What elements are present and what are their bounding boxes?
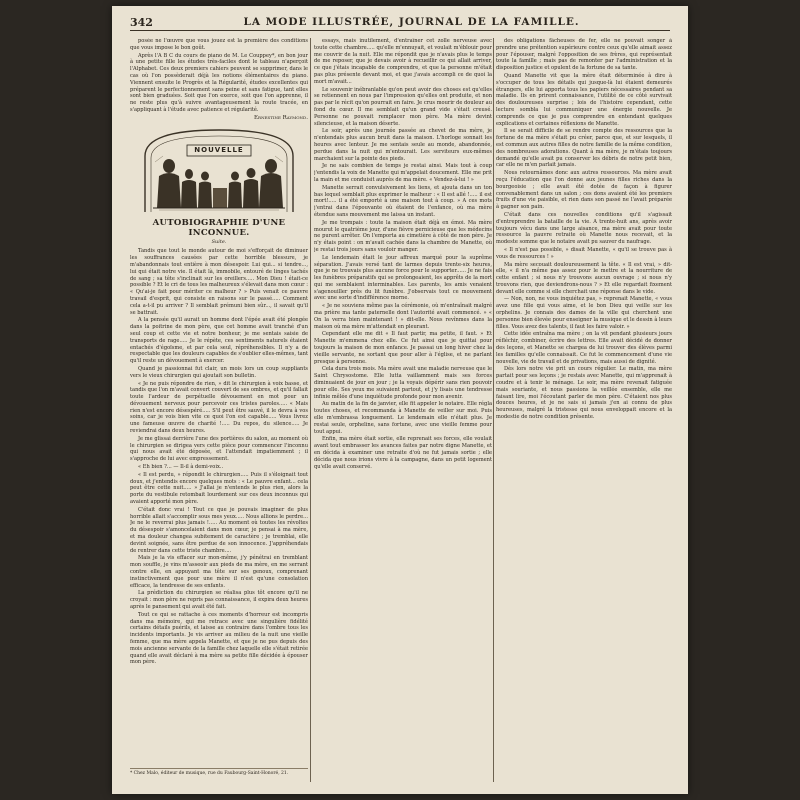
- paragraph: Le souvenir inébranlable qu'on peut avoir des choses est qu'elles se retiennent en nous par l'impression qu'elles ont produite, et non pas par le récit qu'on pourrait en faire. Je crus mourir de douleur au fond du cœur. Il me semblait qu'un grand vide s'était creusé. Personne ne pouvait remplacer mon père. Ma mère devint silencieuse, et la maison déserte.: [314, 86, 492, 127]
- paragraph: Il se serait difficile de se rendre compte des ressources que la fortune de ma mère s'était pu créer, parce que, et sur lesquels, il est commun aux autres filles de notre famille de la même condition, des nombreuses adorations. Quant à ma mère, je m'étais toujours demandé qu'elle avait pu conserver les débris de notre petit bien, car elle ne m'en parlait jamais.: [496, 128, 672, 169]
- engraving-label: NOUVELLE: [194, 145, 244, 154]
- paragraph: Tandis que tout le monde autour de moi s'efforçait de diminuer les souffrances causées par cette horrible blessure, je m'abandonnais tout entière à mon désespoir. Lui qui... si tendre..., lui qui était notre vie. Il était là, immobile, entouré de linges tachés de sang ; sa tête s'inclinait sur les oreillers..... Mon Dieu ! était-ce possible ? Et le cri de tous les malheureux s'élevait dans mon cœur : « Qu'ai-je fait pour mériter ce malheur ? » Puis venait ce pauvre travail d'esprit, qui consiste en raisons sur le passé..... Comment cela a-t-il pu arriver ? Il semblait prémuni bien sûr..., il savait qu'il se battrait.: [130, 248, 308, 316]
- author-signature: Ernestine Raymond.: [254, 114, 308, 121]
- paragraph: Le lendemain était le jour affreux marqué pour la suprême séparation. J'avais versé tant de larmes depuis trente-six heures, que je ne trouvais plus aucune force pour le supporter...... Je ne fais les funèbres préparatifs qui se prolongeaient, les apprêts de la mort qui me semblaient interminables. Les parents, les amis venaient s'agenouiller près du lit funèbre. J'observais tout ce mouvement avec une sorte d'indifférence morne.: [314, 254, 492, 302]
- paragraph: Manette serrait convulsivement les liens, et ajouta dans un ton bas lequel semblait plus exprimer le malheur : « Il est allé !..... il est mort!..... il a été emporté à une maison tout à coup. » A ces mots j'entrai dans l'épouvante où étaient de l'enfance, où ma mère étendue sans mouvement me laissa un instant.: [314, 184, 492, 218]
- paragraph: essays, mais inutilement, d'entraîner cet zolle nerveuse avec toute cette chambre..... qu'elle m'ennuyait, et voulait m'éblouir pour me couvrir de la nuit. Elle me répondit que je n'avais plus le temps de me reposer, que je devais avoir à recueillir ce qui allait arriver, ce que j'étais incapable de comprendre, et que la personne m'était pas plus présente devant moi, et que j'avais accompli ce de quoi la mort m'avait...: [314, 38, 492, 85]
- story-title: AUTOBIOGRAPHIE D'UNE INCONNUE.: [152, 217, 286, 238]
- paragraph: Je ne sais combien de temps je restai ainsi. Mais tout à coup j'entendis la voix de Manette qui m'appelait doucement. Elle me prit la main et me conduisit auprès de ma mère. « Vendez-à-lui ! »: [314, 163, 492, 183]
- paragraph: Enfin, ma mère était sortie, elle reprenait ses forces, elle voulait avant tout embrasser les avances faites par notre digne Manette, et en décida à examiner une retraite d'où ne fut jamais sortie ; elle décida que nous irions vivre à la campagne, dans un petit logement qu'elle avait conservé.: [314, 436, 492, 470]
- paragraph: Au matin de la fin de janvier, elle fit appeler le notaire. Elle régla toutes choses, et recommanda à Manette de veiller sur moi. Puis elle m'embrassa longuement. Le lendemain elle n'était plus. Je restai seule, orpheline, sans fortune, avec une vieille femme pour tout appui.: [314, 401, 492, 435]
- paragraph: C'était dans ces nouvelles conditions qu'il s'agissait d'entreprendre la bataille de la vie. A trente-huit ans, après avoir toujours vécu dans une large aisance, ma mère avait pour toute ressource la pauvre retraite où Manette nous recevait, et la modeste somme que le notaire avait pu sauver du naufrage.: [496, 211, 672, 246]
- column-3: [496, 38, 672, 782]
- paragraph: « Je ne souviens même pas la cérémonie, où m'entraînait malgré ma prière ma tante paternelle dont l'autorité avait commencé. » « On la verra bien maintenant ! » dit-elle. Nous revînmes dans la maison où ma mère m'attendait en pleurant.: [314, 303, 492, 330]
- paragraph: C'était donc vrai ! Tout ce que je pouvais imaginer de plus horrible allait s'accomplir sous mes yeux..... Nous allions le perdre... Je ne le reverrai plus jamais !..... Au moment où toutes les révoltes du désespoir s'amoncelaient dans mon cœur, je pensai à ma mère, et ma douleur changea subitement de caractère ; je tremblai, elle devint soignée, sans être perdue de son innocence. J'appréhendais de rentrer dans cette triste chambre....: [130, 506, 308, 554]
- paragraph: Nous retournâmes donc aux autres ressources. Ma mère avait reçu l'éducation que l'on donne aux jeunes filles riches dans la bourgeoisie ; elle avait été dotée de façon à figurer convenablement dans un salon ; ces dons avaient été les premiers fruits d'une vie paisible, et rien dans son passé ne l'avait préparée à gagner son pain.: [496, 170, 672, 211]
- column-2: [314, 38, 492, 782]
- paragraph: Je me trompais : toute la maison était déjà en émoi. Ma mère mourut le quatrième jour, d'une fièvre pernicieuse que les médecins ne purent arrêter. On l'emporta au cimetière à côté de mon père. Je n'y étais point : on m'avait cachée dans la chambre de Manette, où je restai trois jours sans vouloir manger.: [314, 219, 492, 253]
- paragraph: Cette idée entraîna ma mère ; on la vit pendant plusieurs jours réfléchir, combiner, écrire des lettres. Elle avait décidé de donner des leçons, et Manette se chargea de lui trouver des élèves parmi les familles qu'elle connaissait. Ce fut le commencement d'une vie nouvelle, vie de travail et de privations, mais aussi de dignité.: [496, 331, 672, 365]
- column-1: [130, 38, 308, 782]
- column-rule: [310, 38, 311, 782]
- paragraph: « Il est perdu, » répondit le chirurgien..... Puis il s'éloignait tout doux, et j'entendis encore quelques mots : « Le pauvre enfant... cela peut être cette nuit..... » J'allai je n'entends le plus rien, alors la porte du vestibule retombait lourdement sur ces deux inconnus qui avaient apporté mon père.: [130, 471, 308, 506]
- story-subtitle: Suite.: [211, 238, 227, 245]
- journal-title: LA MODE ILLUSTRÉE, JOURNAL DE LA FAMILLE.: [243, 16, 580, 28]
- footnote: * Chez Malo, éditeur de musique, rue du Faubourg-Saint-Honoré, 21.: [130, 768, 308, 778]
- paragraph: Je me glissai derrière l'une des portières du salon, au moment où le chirurgien se dirigea vers cette pièce pour commencer l'inconnu qui nous avait été déposée, et l'attendait impatiemment ; il s'approche de lui avec empressement.: [130, 435, 308, 463]
- paragraph: Le soir, après une journée passée au chevet de ma mère, je n'entendais plus aucun bruit dans la maison. L'horloge sonnait les heures avec lenteur. Je me sentais seule au monde, abandonnée, perdue dans la nuit qui m'entourait. Les serviteurs eux-mêmes marchaient sur la pointe des pieds.: [314, 128, 492, 162]
- engraving-illustration: [139, 126, 299, 212]
- newspaper-page: [112, 6, 688, 794]
- paragraph: « Il n'est pas possible, » disait Manette, « qu'il se trouve pas à vous de ressources ! »: [496, 246, 672, 260]
- paragraph: Dès lors notre vie prit un cours régulier. Le matin, ma mère partait pour ses leçons ; je restais avec Manette, qui m'apprenait à coudre et à tenir le ménage. Le soir, ma mère revenait fatiguée mais souriante, et nous passions la veillée ensemble, elle me faisant lire, moi l'écoutant parler de mon père. C'étaient nos plus douces heures, et je ne sais si jamais j'en ai connu de plus heureuses, malgré la tristesse qui nous enveloppait encore et la modestie de notre condition présente.: [496, 366, 672, 421]
- column-rule: [493, 38, 494, 782]
- paragraph: « Eh bien ?... — Il-il à demi-voix..: [138, 464, 224, 471]
- nouvelle-engraving: [139, 126, 299, 212]
- paragraph: Cela dura trois mois. Ma mère avait une maladie nerveuse que le Saint Chrysostome. Elle lutta vaillamment mais ses forces diminuaient de jour en jour ; je la voyais dépérir sans rien pouvoir pour elle. Ses yeux me suivaient partout, et j'y lisais une tendresse infinie mêlée d'une inquiétude profonde pour mon avenir.: [314, 366, 492, 400]
- paragraph: Mais je la vis effacer sur mon-même, j'y pénétrai en tremblant mon souffle, je vins m'asseoir aux pieds de ma mère, en me serrant contre elle, en appuyant ma tête sur ses genoux, comprenant instinctivement que pour une mère il n'est qu'une consolation efficace, la tendresse de ses enfants.: [130, 555, 308, 589]
- paragraph: Tout ce qui se rattache à ces moments d'horreur est incompris dans ma mémoire, qui me retrace avec une singulière fidélité certains détails puérils, et laisse au contraire dans l'ombre tous les incidents importants. Je vis arriver au milieu de la nuit une vieille femme, que ma mère appela Manette, et que je ne pus depuis des mois ancienne servante de la famille chez laquelle elle s'était retirée quand elle avait déclaré à ma mère sa petite fille décidée à épouser mon père.: [130, 611, 308, 666]
- paragraph: La prédiction du chirurgien se réalisa plus tôt encore qu'il ne croyait : mon père ne repris pas connaissance, il expira deux heures après le pansement qui avait été fait.: [130, 590, 308, 610]
- paragraph: — Non, non, ne vous inquiétez pas, » reprenait Manette, « vous avez une fille qui vous aime, et le bon Dieu qui veille sur les orphelins. Je connais des dames de la ville qui cherchent une personne bien élevée pour enseigner la musique et le dessin à leurs filles. Vous avez des talents, il faut les faire valoir. »: [496, 296, 672, 330]
- paragraph: posée ne l'œuvre que vous jouez est la première des conditions que vous impose le bon goût.: [130, 38, 308, 51]
- page-number: 342: [130, 15, 153, 29]
- paragraph: Ma mère secouait douloureusement la tête. « Il est vrai, » dit-elle, « il n'a même pas assez pour le mettre et la nourriture de cette enfant ; si nous n'y trouvons aucun ouvrage ; si nous n'y trouvons rien, que deviendrons-nous ? » Et elle regardait fixement devant elle comme si elle cherchait une réponse dans le vide.: [496, 261, 672, 295]
- paragraph: A la pensée qu'il aurait un homme dont l'épée avait été plongée dans la poitrine de mon père, que cet homme avait tranché d'un seul coup et cette vie et notre bonheur, je me sentais saisie de transports de rage..... Je le répète, ces sentiments naturels étaient entachés d'égoïsme, et par cela seul, répréhensibles. Il n'y a de respectable que les douleurs capables de s'oublier elles-mêmes, tant qu'il reste un dévouement à exercer.: [130, 317, 308, 365]
- paragraph: Cependant elle me dit « Il faut partir, ma petite, il faut. » Et Manette m'emmena chez elle. Ce fut ainsi que je quittai pour toujours la maison de mon enfance. Je passai un long hiver chez la vieille servante, ne sortant que pour aller à l'église, et ne parlant presque à personne.: [314, 331, 492, 365]
- paragraph: Après l'A B C du cours de piano de M. Le Couppey*, en bon jour à une petite fille les études très-faciles dont le tableau n'aperçoit l'Alphabet. Ces deux premiers cahiers peuvent se supprimer, dans le cas où l'on possèderait déjà les notions élémentaires du piano. Viennent ensuite le Progrès et la Régularité, études excellentes qui préparent le perfectionnement sans peine et sans fatigue, tant elles sont bien graduées. Soit que l'on exerce, soit que l'on apprenne, il ne reste plus qu'à suivre avantageusement la route tracée, en s'appliquant à l'étude avec patience et régularité.: [130, 52, 308, 113]
- page-header: [130, 14, 670, 31]
- paragraph: Quand je passionnai fut clair, un mois lors un coup suppliants vers le vieux chirurgien qui ajoutait son bulletin.: [130, 365, 308, 379]
- paragraph: des obligations fâcheuses de fer, elle ne pouvait songer à prendre une prétention supérieure contre ceux qu'elle aimait assez pour l'épouser, malgré l'opposition de ses frères, qui représentait toute la famille ; mais pas de remonter par l'administration et la disposition justice et opulent de la fortune de sa tante.: [496, 38, 672, 72]
- paragraph: Quand Manette vit que la mère était déterminée à dire à s'occuper de tous les détails qui jusque-là lui étaient demeurés étrangers, elle lui apporta tous les papiers nécessaires pendant sa maladie. Ils en prirent connaissance, l'utilité de ce côté survivait des douloureuses surprise ; lois de l'histoire cependant, cette lecture sombla lui communiquer une énergie nouvelle. Je comprends ce que je pus comprendre en entendant quelques explications et certaines réflexions de Manette.: [496, 72, 672, 127]
- paragraph: « Je ne puis répondre de rien, » dit le chirurgien à voix basse, et tandis que l'on m'avait convert couvert de ses ombres, et qu'il fallait toute l'ardeur de perpétuelle dévouement en mot pour un dévouement nerveux pour percevoir ces tristes paroles..... « Mais rien n'est encore désespéré..... S'il peut être sauvé, il le devra à vos soins, car je vois bien vite ce quoi l'on est capable..... Vous livrez une fameuse œuvre de charité !..... Du repos, du silence..... Je reviendrai dans deux heures.: [130, 380, 308, 435]
